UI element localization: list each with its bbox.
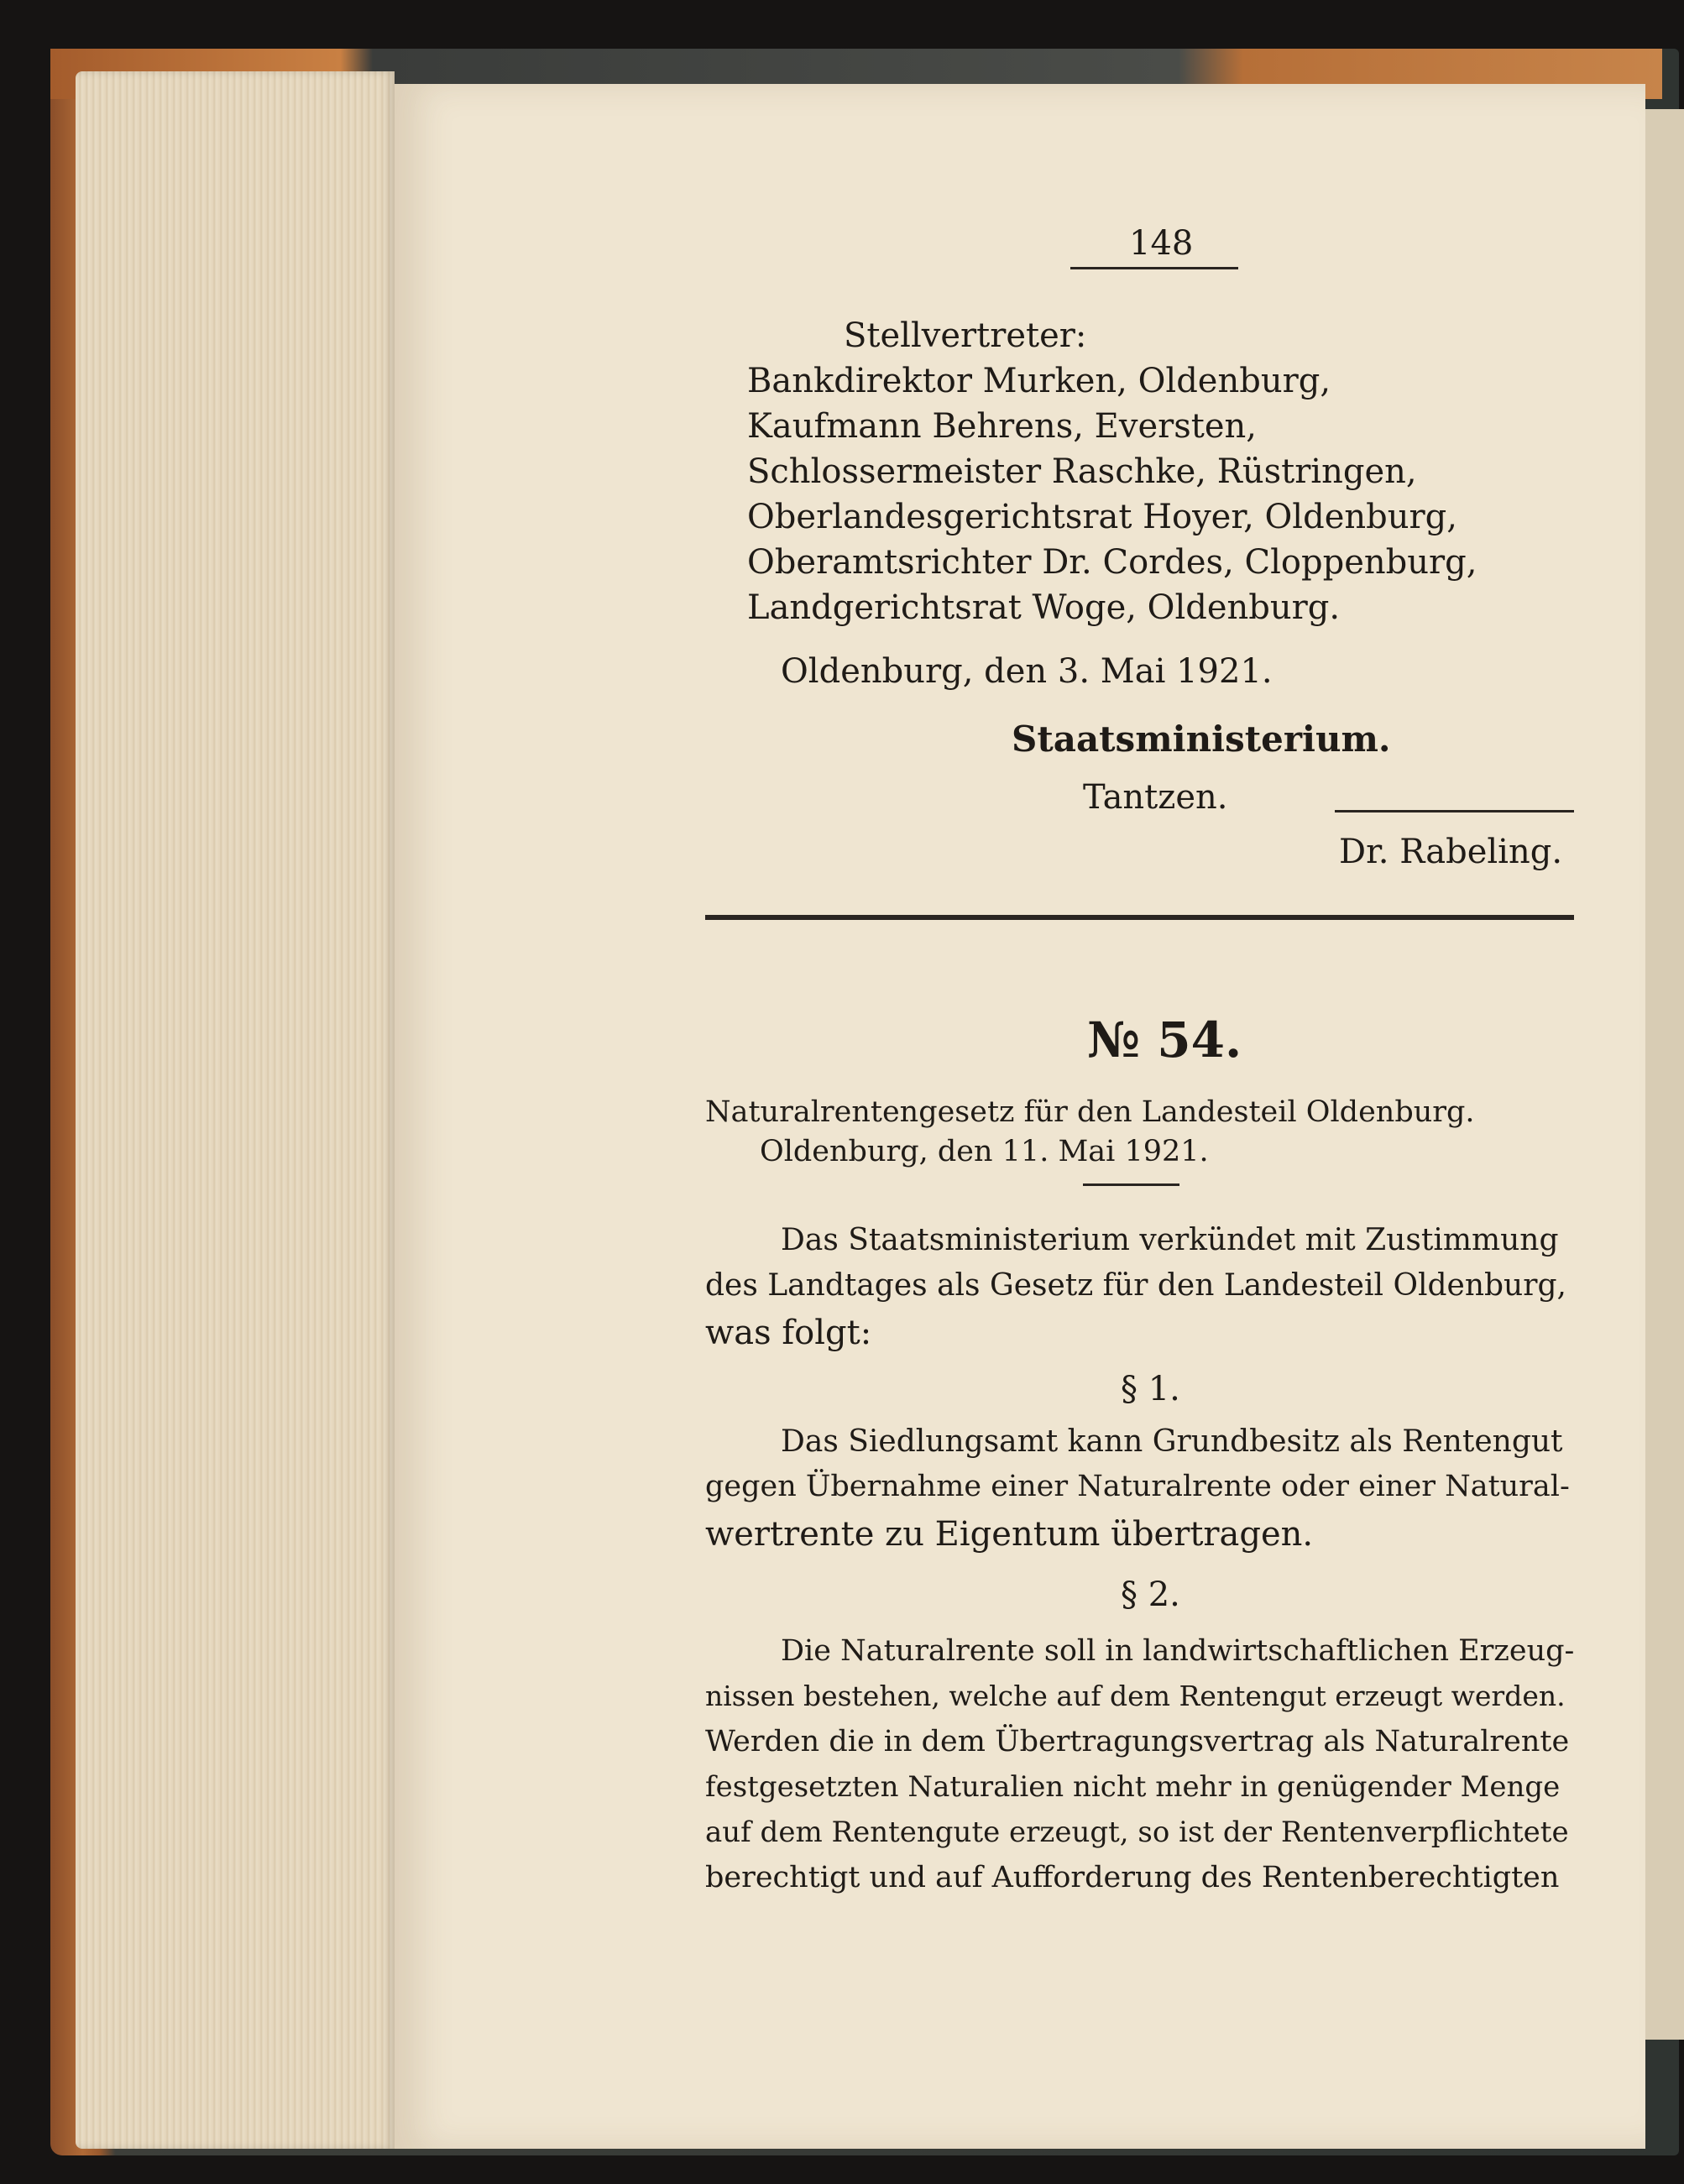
law-date: Oldenburg, den 11. Mai 1921.	[760, 1135, 1209, 1168]
section-1-heading: § 1.	[1121, 1370, 1180, 1408]
preamble-line: des Landtages als Gesetz für den Landesteil Oldenburg,	[705, 1268, 1566, 1303]
section-1-line: gegen Übernahme einer Naturalrente oder einer Natural-	[705, 1470, 1570, 1503]
section-1-line: Das Siedlungsamt kann Grundbesitz als Rentengut	[781, 1424, 1563, 1459]
page-number-rule	[1070, 267, 1238, 269]
ministry-name: Staatsministerium.	[1012, 718, 1391, 760]
section-divider	[705, 915, 1574, 920]
preamble-line: Das Staatsministerium verkündet mit Zustimmung	[781, 1223, 1559, 1257]
page-number: 148	[1129, 224, 1194, 263]
deputy-entry: Schlossermeister Raschke, Rüstringen,	[747, 452, 1417, 491]
page-edges	[76, 71, 395, 2149]
signature-rabeling: Dr. Rabeling.	[1339, 833, 1563, 871]
deputy-entry: Oberlandesgerichtsrat Hoyer, Oldenburg,	[747, 498, 1457, 536]
deputy-entry: Kaufmann Behrens, Eversten,	[747, 407, 1257, 446]
section-2-line: Die Naturalrente soll in landwirtschaftlichen Erzeug-	[781, 1634, 1575, 1668]
section-2-line: berechtigt und auf Aufforderung des Rentenberechtigten	[705, 1861, 1560, 1894]
preamble-line: was folgt:	[705, 1314, 872, 1352]
signature-rule	[1335, 810, 1574, 812]
law-title: Naturalrentengesetz für den Landesteil Oldenburg.	[705, 1095, 1475, 1129]
section-2-heading: § 2.	[1121, 1575, 1180, 1614]
law-title-rule	[1083, 1183, 1179, 1186]
section-2-line: Werden die in dem Übertragungsvertrag als Naturalrente	[705, 1725, 1570, 1758]
law-number: № 54.	[1087, 1011, 1242, 1068]
deputies-heading: Stellvertreter:	[844, 316, 1087, 355]
section-2-line: festgesetzten Naturalien nicht mehr in genügender Menge	[705, 1770, 1561, 1804]
date-line: Oldenburg, den 3. Mai 1921.	[781, 652, 1273, 691]
section-1-line: wertrente zu Eigentum übertragen.	[705, 1515, 1314, 1554]
deputy-entry: Oberamtsrichter Dr. Cordes, Cloppenburg,	[747, 543, 1477, 582]
deputy-entry: Bankdirektor Murken, Oldenburg,	[747, 362, 1331, 400]
section-2-line: nissen bestehen, welche auf dem Rentengut erzeugt werden.	[705, 1680, 1566, 1712]
signature-tantzen: Tantzen.	[1083, 778, 1228, 817]
deputy-entry: Landgerichtsrat Woge, Oldenburg.	[747, 588, 1341, 627]
section-2-line: auf dem Rentengute erzeugt, so ist der Rentenverpflichtete	[705, 1816, 1569, 1849]
